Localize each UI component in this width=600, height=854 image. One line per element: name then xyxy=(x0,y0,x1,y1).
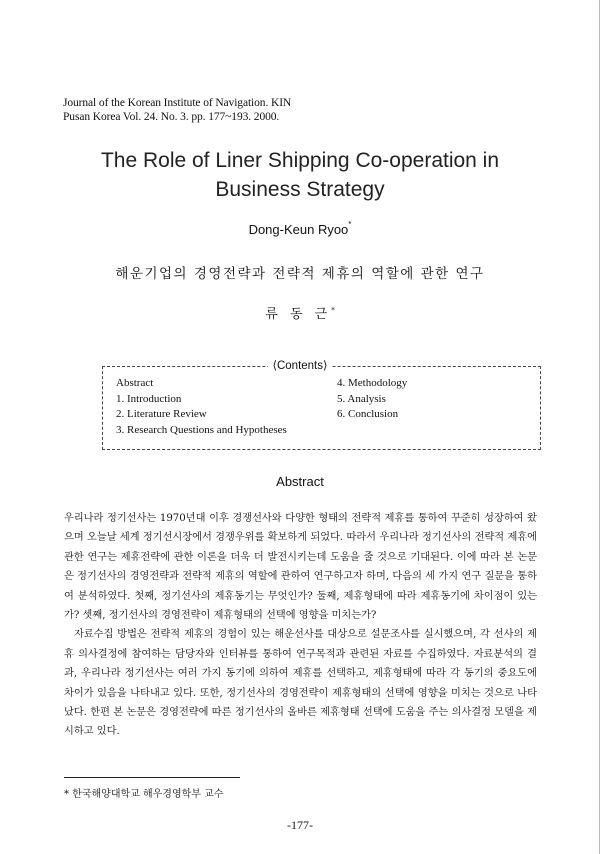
title-line-2: Business Strategy xyxy=(215,178,385,201)
author-name: Dong-Keun Ryoo xyxy=(248,222,349,237)
contents-heading-label: ⟨Contents⟩ xyxy=(268,360,331,372)
title-line-1: The Role of Liner Shipping Co-operation in xyxy=(100,149,500,172)
paper-title xyxy=(0,146,600,204)
toc-item: 3. Research Questions and Hypotheses xyxy=(116,423,287,436)
page-number: -177- xyxy=(287,818,313,832)
toc-right-column xyxy=(337,376,407,423)
abstract-heading: Abstract xyxy=(276,474,324,489)
korean-title: 해운기업의 경영전략과 전략적 제휴의 역할에 관한 연구 xyxy=(115,266,485,282)
korean-author-name: 류 동 근 xyxy=(265,307,332,322)
korean-author-mark: * xyxy=(331,306,335,315)
korean-author xyxy=(0,303,600,322)
toc-item: 4. Methodology xyxy=(337,377,408,389)
abstract-paragraph-1: 우리나라 정기선사는 1970년대 이후 경쟁선사와 다양한 형태의 전략적 제휴를 통하여 꾸준히 성장하여 왔으며 오늘날 세계 정기선시장에서 경쟁우위를 확보하게 되었다. 따라서 우리나라 정기선사의 전략적 제휴에 관한 연구는 제휴전략에 관한 이론을 더욱 더 발전시키는데 도움을 줄 것으로 기대된다. 이에 따라 본 논문은 정기선사의 경영전략과 전략적 제휴의 역할에 관하여 연구하고자 하며, 다음의 세 가지 연구 질문을 통하여 분석하였다. 첫째, 정기선사의 제휴동기는 무엇인가? 둘째, 제휴형태에 따라 제휴동기에 차이점이 있는가? 셋째, 정기선사의 경영전략이 제휴형태의 선택에 영향을 미치는가? xyxy=(64,513,537,622)
toc-left-column xyxy=(116,376,287,438)
abstract-paragraph-2: 자료수집 방법은 전략적 제휴의 경험이 있는 해운선사를 대상으로 설문조사를 실시했으며, 각 선사의 제휴 의사결정에 참여하는 담당자와 인터뷰를 통하여 연구목적과 관련된 자료를 수집하였다. 자료분석의 결과, 우리나라 정기선사는 여러 가지 동기에 의하여 제휴를 선택하고, 제휴형태에 따라 각 동기의 중요도에 차이가 있음을 나타내고 있다. 또한, 정기선사의 경영전략이 제휴형태의 선택에 영향을 미치는 것으로 나타났다. 한편 본 논문은 경영전략에 따른 정기선사의 올바른 제휴형태 선택에 도움을 주는 의사결정 모델을 제시하고 있다. xyxy=(64,629,537,738)
toc-item: 2. Literature Review xyxy=(116,408,207,420)
contents-heading xyxy=(0,358,600,372)
author-footnote-mark: * xyxy=(348,220,352,229)
author xyxy=(0,222,600,237)
journal-citation xyxy=(63,96,291,124)
toc-item: 1. Introduction xyxy=(116,392,182,405)
footnote-divider xyxy=(64,777,240,778)
toc-item: 6. Conclusion xyxy=(337,408,399,420)
journal-line-1: Journal of the Korean Institute of Navigation. KIN xyxy=(63,97,292,109)
journal-line-2: Pusan Korea Vol. 24. No. 3. pp. 177~193. 2000. xyxy=(63,111,280,123)
toc-item: 5. Analysis xyxy=(337,392,386,405)
footnote: * 한국해양대학교 해우경영학부 교수 xyxy=(64,789,224,800)
toc-item: Abstract xyxy=(116,377,154,389)
abstract-body xyxy=(64,509,537,742)
